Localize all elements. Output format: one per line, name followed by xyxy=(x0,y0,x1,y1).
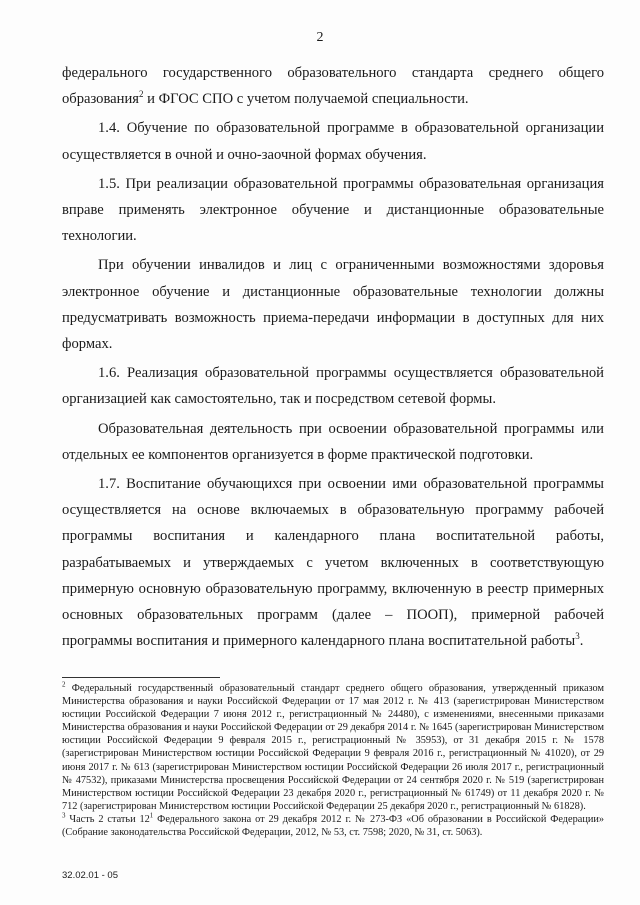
footnote-divider xyxy=(62,677,220,678)
paragraph-disabilities: При обучении инвалидов и лиц с ограниченными возможностями здоровья электронное обучение и дистанционные образовательные технологии должны предусматривать возможность приема-передачи информации в доступных для них формах. xyxy=(62,257,604,353)
footnote-ref-2[interactable]: 2 xyxy=(138,89,144,100)
footnote-2 xyxy=(62,682,604,813)
paragraph-1-5: 1.5. При реализации образовательной программы образовательная организация вправе применять электронное обучение и дистанционные образовательные технологии. xyxy=(62,175,604,245)
paragraph-tail: . xyxy=(579,633,584,650)
page-number: 2 xyxy=(316,30,324,45)
footnote-mark: 3 xyxy=(62,811,66,820)
paragraph-1-7 xyxy=(62,471,604,654)
footnote-text: Федеральный государственный образовательный стандарт среднего общего образования, утвержденный приказом Министерства образования и науки Российской Федерации от 17 мая 2012 г. № 413 (зарегистрирован Министерством юстиции Российской Федерации 7 июня 2012 г., регистрационный № 24480), с изменениями, внесенными приказами Министерства образования и науки Российской Федерации от 29 декабря 2014 г. № 1645 (зарегистрирован Министерством юстиции Российской Федерации 9 февраля 2015 г., регистрационный № 35953), от 31 декабря 2015 г. № 1578 (зарегистрирован Министерством юстиции Российской Федерации 9 февраля 2016 г., регистрационный № 41020), от 29 июня 2017 г. № 613 (зарегистрирован Министерством юстиции Российской Федерации 26 июля 2017 г., регистрационный № 47532), приказами Министерства просвещения Российской Федерации от 24 сентября 2020 г. № 519 (зарегистрирован Министерством юстиции Российской Федерации 23 декабря 2020 г., регистрационный № 61749) от 11 декабря 2020 г. № 712 (зарегистрирован Министерством юстиции Российской Федерации 25 декабря 2020 г., регистрационный № 61828). xyxy=(62,683,604,812)
paragraph-continuation xyxy=(62,60,604,112)
footnotes xyxy=(62,682,604,839)
footnote-text: Часть 2 статьи 12 xyxy=(65,813,150,825)
article-superscript: 1 xyxy=(149,811,154,820)
footnote-ref-3[interactable]: 3 xyxy=(575,631,580,642)
body-text xyxy=(62,60,604,657)
footnote-tail: Федерального закона от 29 декабря 2012 г. № 273-ФЗ «Об образовании в Российской Федерации» (Собрание законодательства Российской Федерации, 2012, № 53, ст. 7598; 2020, № 31, ст. 5063). xyxy=(62,813,605,839)
paragraph-practical-training: Образовательная деятельность при освоении образовательной программы или отдельных ее компонентов организуется в форме практической подготовки. xyxy=(62,420,604,463)
paragraph-text: федерального государственного образовательного стандарта среднего общего образования xyxy=(62,65,604,108)
paragraph-tail: и ФГОС СПО с учетом получаемой специальности. xyxy=(143,91,469,108)
paragraph-1-4: 1.4. Обучение по образовательной программе в образовательной организации осуществляется в очной и очно-заочной формах обучения. xyxy=(62,120,604,163)
paragraph-text: 1.7. Воспитание обучающихся при освоении ими образовательной программы осуществляется на основе включаемых в образовательную программу рабочей программы воспитания и календарного плана воспитательной работы, разрабатываемых и утверждаемых с учетом включенных в соответствующую примерную основную образовательную программу, включенную в реестр примерных основных образовательных программ (далее – ПООП), примерной рабочей программы воспитания и примерного календарного плана воспитательной работы xyxy=(62,476,604,650)
footnote-3 xyxy=(62,813,604,839)
footnote-mark: 2 xyxy=(62,680,66,689)
document-code: 32.02.01 - 05 xyxy=(62,870,118,881)
paragraph-1-6: 1.6. Реализация образовательной программы осуществляется образовательной организацией как самостоятельно, так и посредством сетевой формы. xyxy=(62,365,604,408)
